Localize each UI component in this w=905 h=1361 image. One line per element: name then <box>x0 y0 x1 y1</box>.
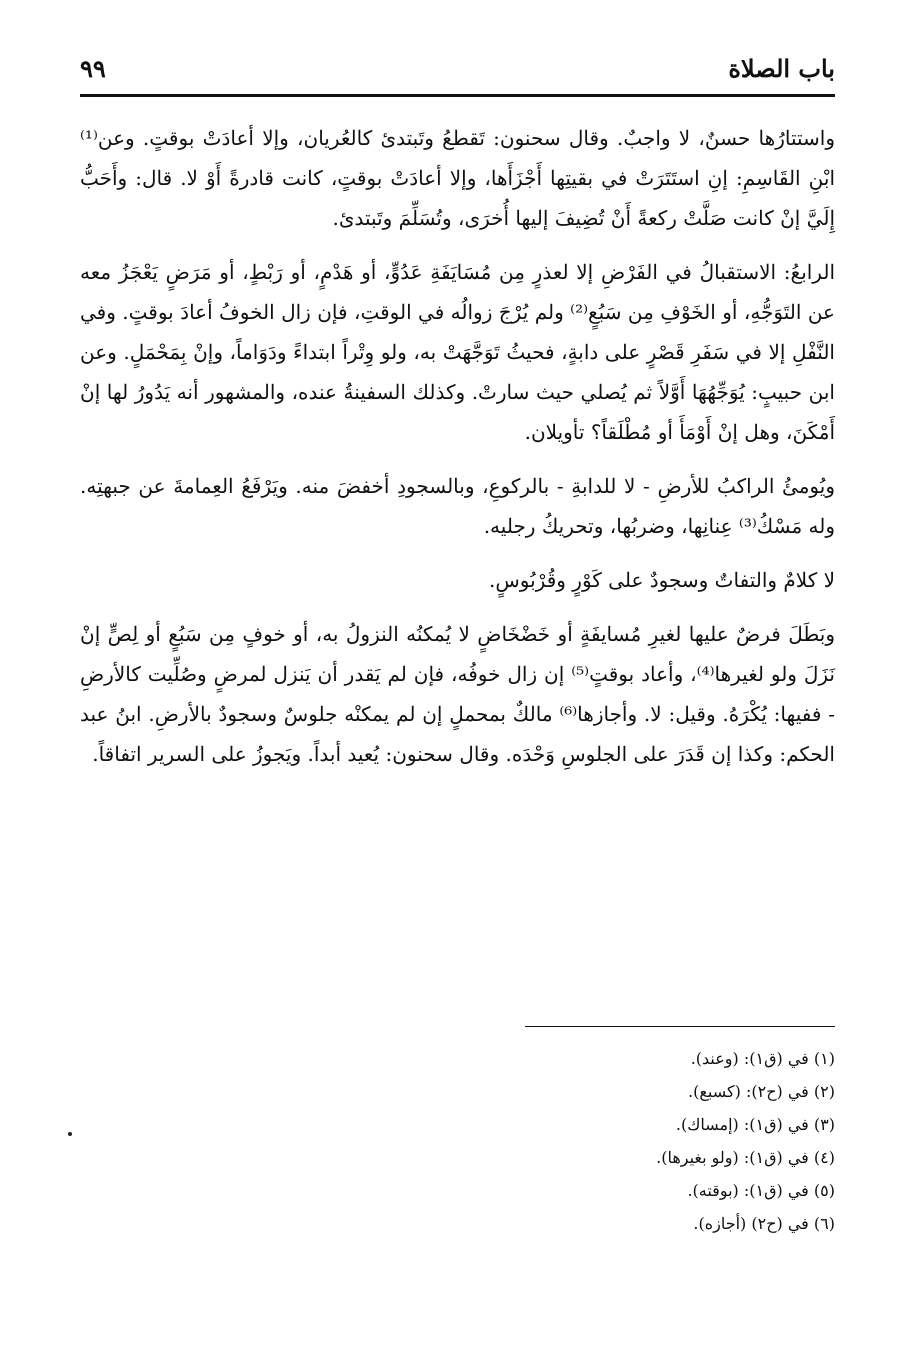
paragraph: الرابعُ: الاستقبالُ في الفَرْضِ إلا لعذرٍ مِن مُسَايَفَةِ عَدُوٍّ، أو هَدْمٍ، أو رَبْطٍ، أو مَرَضٍ يَعْجَزُ معه عن التَوَجُّهِ، أو الخَوْفِ مِن سَبُعٍ⁽²⁾ ولم يُرْجَ زوالُه في الوقتِ، فإن زال الخوفُ أعادَ بوقتٍ. وفي النَّفْلِ إلا في سَفَرِ قَصْرٍ على دابةٍ، فحيثُ تَوَجَّهَتْ به، ولو وِتْراً ابتداءً ودَوَاماً، وإنْ بِمَحْمَلٍ. وعن ابن حبيبٍ: يُوَجِّهُهَا أَوَّلاً ثم يُصلي حيث سارتْ. وكذلك السفينةُ عنده، والمشهور أنه يَدُورُ لها إنْ أَمْكَنَ، وهل إنْ أَوْمَأَ أو مُطْلَقاً؟ تأويلان. <box>80 260 835 444</box>
footnote: (٦) في (ح٢) (أجازه). <box>693 1214 835 1233</box>
page-header <box>80 54 835 98</box>
stray-mark <box>68 1132 72 1136</box>
chapter-title: باب الصلاة <box>728 54 835 83</box>
page-number: ٩٩ <box>80 54 106 83</box>
main-text <box>80 118 835 774</box>
footnotes <box>656 1042 835 1240</box>
footnote: (٢) في (ح٢): (كسبع). <box>688 1082 835 1101</box>
paragraph: ويُومئُ الراكبُ للأرضِ - لا للدابةِ - بالركوعِ، وبالسجودِ أخفضَ منه. ويَرْفَعُ العِمامةَ عن جبهتِه. وله مَسْكُ⁽³⁾ عِنانِها، وضربُها، وتحريكُ رجليه. <box>80 474 835 538</box>
header-rule <box>80 94 835 97</box>
paragraph: لا كلامٌ والتفاتٌ وسجودٌ على كَوْرٍ وقُرْبُوسٍ. <box>489 568 835 592</box>
footnote-rule <box>525 1026 835 1027</box>
footnote: (٥) في (ق١): (بوقته). <box>687 1181 835 1200</box>
footnote: (٣) في (ق١): (إمساك). <box>675 1115 835 1134</box>
page <box>80 54 835 1344</box>
footnote: (١) في (ق١): (وعند). <box>690 1049 835 1068</box>
paragraph: واستتارُها حسنٌ، لا واجبٌ. وقال سحنون: تَقطعُ وتَبتدئ كالعُريان، وإلا أعادَتْ بوقتٍ. وعن⁽¹⁾ ابْنِ القَاسِمِ: إنِ استَتَرَتْ في بقيتِها أَجْزَأَها، وإلا أعادَتْ بوقتٍ، كانت قادرةً أَوْ لا. قال: وأَحَبُّ إِلَيَّ إنْ كانت صَلَّتْ ركعةً أَنْ تُضِيفَ إليها أُخرَى، وتُسَلِّمَ وتَبتدئ. <box>80 126 835 230</box>
paragraph: وبَطَلَ فرضٌ عليها لغيرِ مُسايفَةٍ أو خَضْخَاضٍ لا يُمكنُه النزولُ به، أو خوفٍ مِن سَبُعٍ أو لِصٍّ إنْ نَزَلَ ولو لغيرها⁽⁴⁾، وأعاد بوقتٍ⁽⁵⁾ إن زال خوفُه، فإن لم يَقدر أن يَنزل لمرضٍ وصُلِّيت كالأرضِ - ففيها: يُكْرَهُ. وقيل: لا. وأجازها⁽⁶⁾ مالكٌ بمحملٍ إن لم يمكنْه جلوسٌ وسجودٌ بالأرضِ. ابنُ عبد الحكم: وكذا إن قَدَرَ على الجلوسِ وَحْدَه. وقال سحنون: يُعيد أبداً. ويَجوزُ على السرير اتفاقاً. <box>80 622 836 766</box>
footnote: (٤) في (ق١): (ولو بغيرها). <box>656 1148 835 1167</box>
